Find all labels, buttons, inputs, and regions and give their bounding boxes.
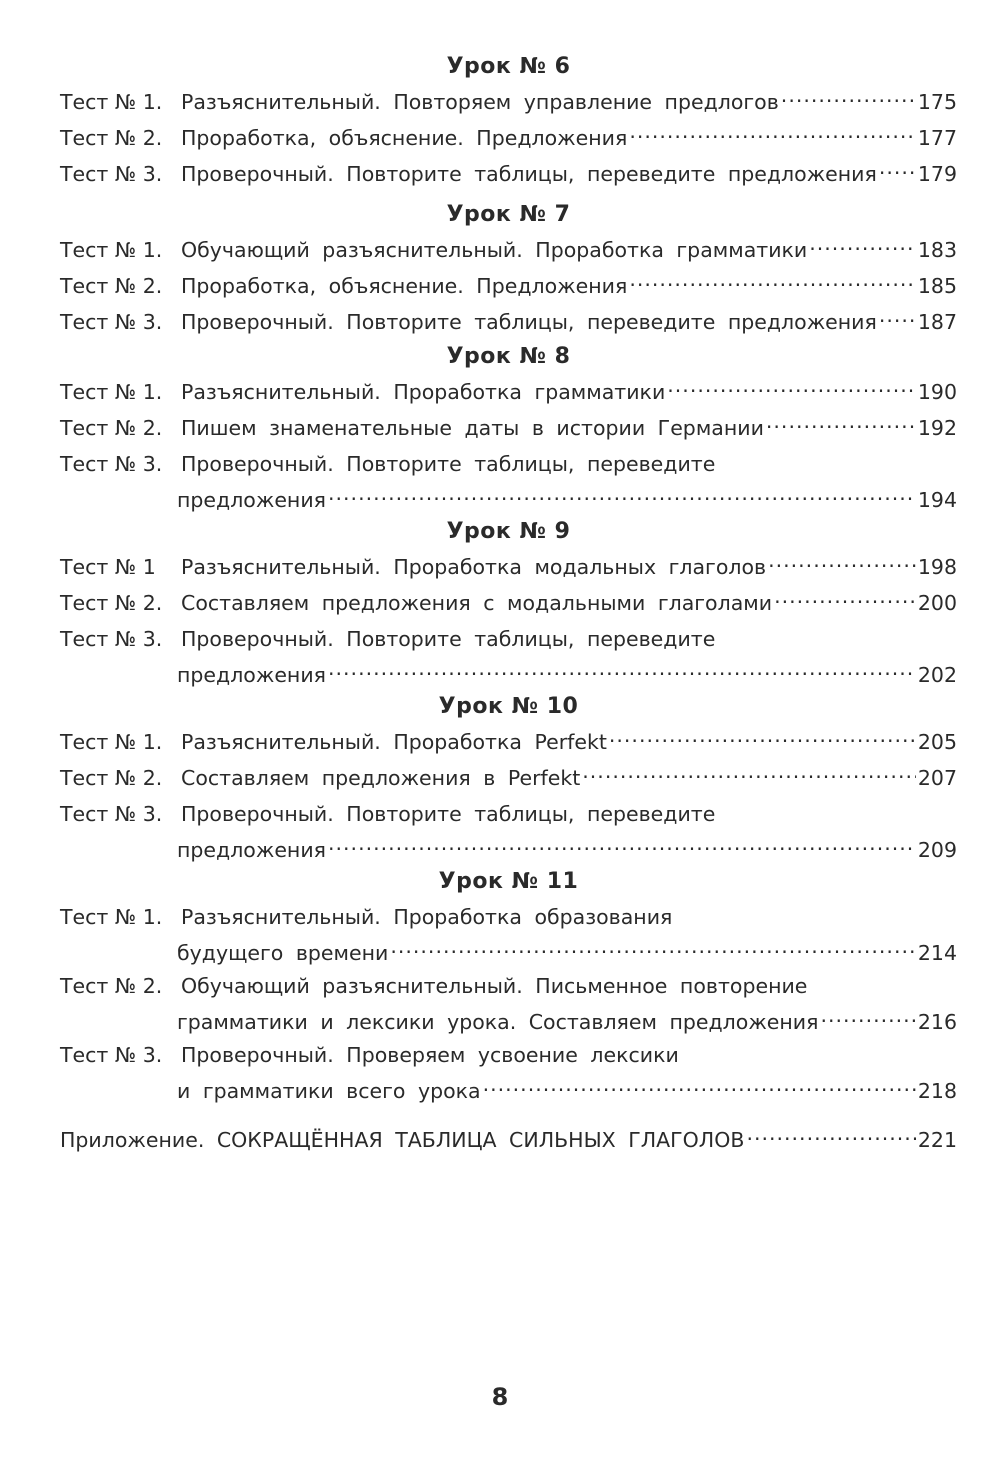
dot-leader [667,379,916,400]
toc-entry[interactable] [60,120,957,156]
toc-entry[interactable] [60,968,957,1037]
dot-leader [390,940,916,961]
entry-page-number: 218 [917,1079,957,1103]
entry-page-number: 183 [917,238,957,262]
entry-title: Обучающий разъяснительный. Проработка грамматики [181,238,808,262]
test-number: Тест № 1. [60,905,163,929]
toc-entry[interactable] [60,410,957,446]
entry-title: предложения [177,663,326,687]
dot-leader [609,729,916,750]
toc-entry[interactable] [60,549,957,585]
dot-leader [809,237,916,258]
lesson-section [60,198,957,340]
lesson-section [60,340,957,515]
dot-leader [768,554,916,575]
entry-page-number: 205 [917,730,957,754]
test-number: Тест № 3. [60,627,163,651]
entry-page-number: 198 [917,555,957,579]
toc-entry[interactable] [60,760,957,796]
toc-entry[interactable] [60,796,957,865]
appendix-entry[interactable] [60,1122,957,1158]
test-number: Тест № 2. [60,416,163,440]
entry-title: предложения [177,838,326,862]
toc-entry[interactable] [60,899,957,968]
entry-page-number: 194 [917,488,957,512]
test-number: Тест № 1. [60,380,163,404]
test-number: Тест № 2. [60,974,163,998]
lesson-title: Урок № 8 [446,344,571,369]
toc-entry[interactable] [60,268,957,304]
entry-page-number: 200 [917,591,957,615]
dot-leader [629,273,916,294]
lesson-section [60,690,957,865]
test-number: Тест № 2. [60,591,163,615]
toc-entry[interactable] [60,1037,957,1106]
table-of-contents [60,50,957,1158]
entry-page-number: 187 [917,310,957,334]
entry-title: Разъяснительный. Проработка Perfekt [181,730,607,754]
test-number: Тест № 1. [60,90,163,114]
toc-entry[interactable] [60,84,957,120]
entry-title: предложения [177,488,326,512]
appendix-title: Приложение. СОКРАЩЁННАЯ ТАБЛИЦА СИЛЬНЫХ ГЛАГОЛОВ [60,1128,745,1152]
entry-title: Составляем предложения в Perfekt [181,766,581,790]
entry-title: Проверочный. Повторите таблицы, переведите предложения [181,162,877,186]
dot-leader [774,590,916,611]
entry-title: грамматики и лексики урока. Составляем предложения [177,1010,819,1034]
dot-leader [328,837,916,858]
page-number: 8 [491,1383,509,1411]
entry-page-number: 202 [917,663,957,687]
lesson-title: Урок № 9 [446,519,571,544]
lesson-section [60,515,957,690]
entry-title: Проработка, объяснение. Предложения [181,274,628,298]
toc-entry[interactable] [60,621,957,690]
dot-leader [328,662,916,683]
dot-leader [766,415,916,436]
test-number: Тест № 3. [60,802,163,826]
test-number: Тест № 3. [60,162,163,186]
lesson-title: Урок № 10 [438,694,579,719]
entry-title: Проверочный. Повторите таблицы, переведите [181,627,716,651]
test-number: Тест № 1. [60,730,163,754]
dot-leader [820,1009,915,1030]
test-number: Тест № 2. [60,126,163,150]
entry-page-number: 192 [917,416,957,440]
toc-entry[interactable] [60,232,957,268]
entry-title: Разъяснительный. Повторяем управление предлогов [181,90,779,114]
toc-entry[interactable] [60,585,957,621]
lesson-section [60,865,957,1106]
entry-page-number: 207 [917,766,957,790]
entry-title: будущего времени [177,941,389,965]
lesson-title: Урок № 7 [446,202,571,227]
toc-entry[interactable] [60,304,957,340]
dot-leader [746,1127,915,1148]
entry-page-number: 179 [917,162,957,186]
test-number: Тест № 3. [60,310,163,334]
entry-page-number: 185 [917,274,957,298]
entry-title: и грамматики всего урока [177,1079,481,1103]
lesson-section [60,50,957,192]
entry-title: Пишем знаменательные даты в истории Германии [181,416,764,440]
entry-page-number: 177 [917,126,957,150]
entry-title: Проверочный. Проверяем усвоение лексики [181,1043,679,1067]
entry-title: Проверочный. Повторите таблицы, переведите предложения [181,310,877,334]
appendix-page-number: 221 [917,1128,957,1152]
toc-entry[interactable] [60,374,957,410]
dot-leader [328,487,916,508]
entry-title: Проработка, объяснение. Предложения [181,126,628,150]
entry-page-number: 190 [917,380,957,404]
dot-leader [629,125,916,146]
entry-page-number: 175 [917,90,957,114]
entry-title: Проверочный. Повторите таблицы, переведите [181,802,716,826]
toc-entry[interactable] [60,156,957,192]
dot-leader [483,1078,916,1099]
entry-title: Проверочный. Повторите таблицы, переведите [181,452,716,476]
dot-leader [582,765,916,786]
test-number: Тест № 1 [60,555,156,579]
lesson-title: Урок № 11 [438,869,579,894]
test-number: Тест № 2. [60,274,163,298]
entry-page-number: 214 [917,941,957,965]
entry-title: Разъяснительный. Проработка модальных глаголов [181,555,767,579]
dot-leader [879,309,916,330]
entry-page-number: 216 [917,1010,957,1034]
dot-leader [879,161,916,182]
dot-leader [781,89,916,110]
lesson-title: Урок № 6 [446,54,571,79]
entry-page-number: 209 [917,838,957,862]
test-number: Тест № 3. [60,1043,163,1067]
entry-title: Разъяснительный. Проработка грамматики [181,380,666,404]
entry-title: Разъяснительный. Проработка образования [181,905,673,929]
test-number: Тест № 2. [60,766,163,790]
test-number: Тест № 1. [60,238,163,262]
test-number: Тест № 3. [60,452,163,476]
entry-title: Составляем предложения с модальными глаголами [181,591,773,615]
toc-entry[interactable] [60,724,957,760]
toc-entry[interactable] [60,446,957,515]
entry-title: Обучающий разъяснительный. Письменное повторение [181,974,808,998]
